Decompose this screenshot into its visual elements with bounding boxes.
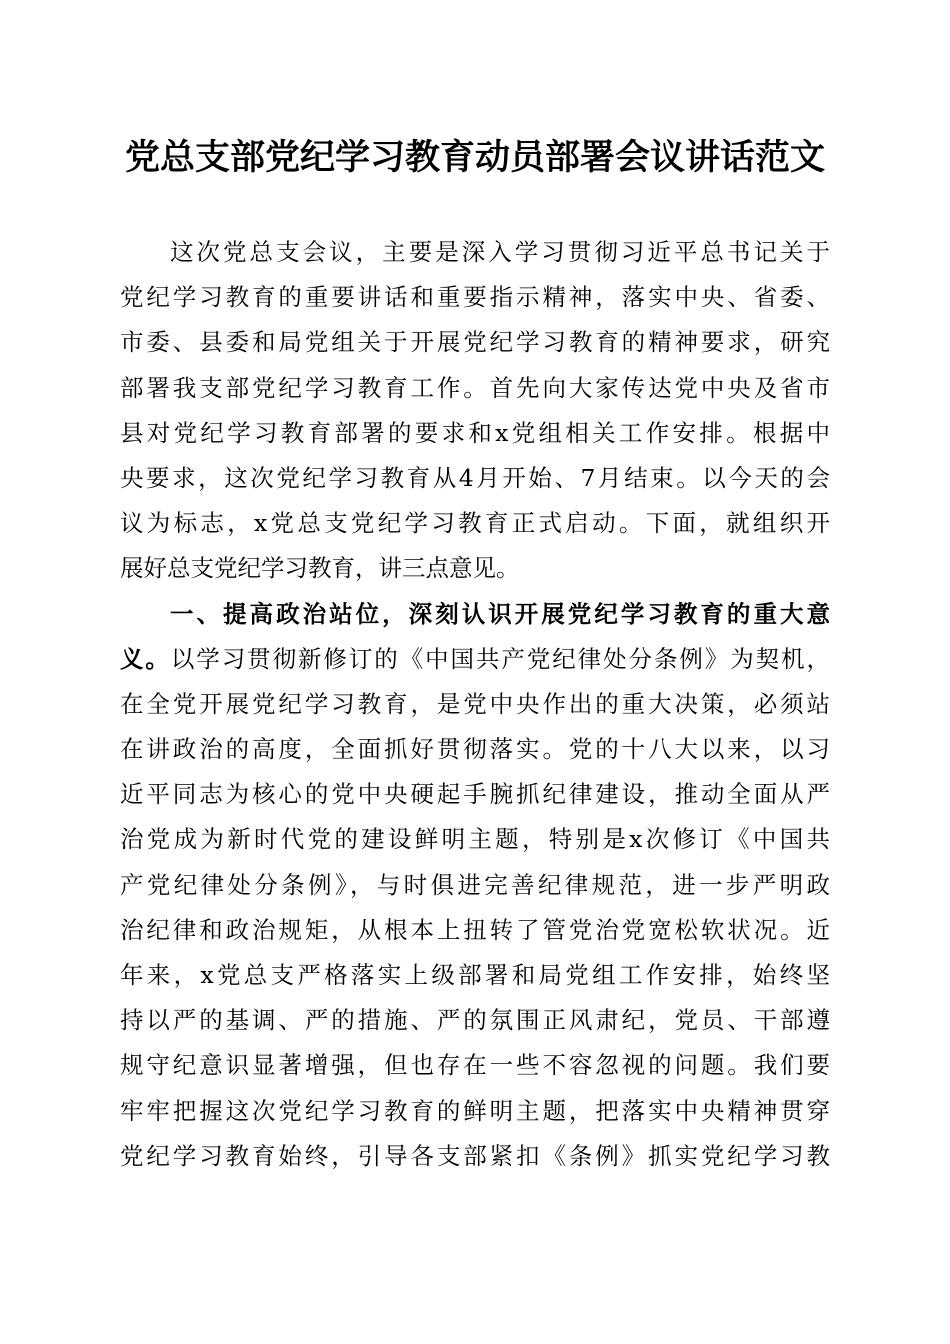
section-1-line: 治纪律和政治规矩，从根本上扭转了管党治党宽松软状况。近	[120, 915, 830, 944]
section-1-heading: 一、提高政治站位，深刻认识开展党纪学习教育的重大意	[170, 599, 830, 628]
paragraph-1-line: 部署我支部党纪学习教育工作。首先向大家传达党中央及省市	[120, 373, 830, 402]
section-1-line: 年来，x党总支严格落实上级部署和局党组工作安排，始终坚	[120, 961, 830, 989]
section-1-line: 近平同志为核心的党中央硬起手腕抓纪律建设，推动全面从严	[120, 780, 830, 809]
paragraph-1-line: 展好总支党纪学习教育，讲三点意见。	[120, 554, 520, 583]
section-1-line: 治党成为新时代党的建设鲜明主题，特别是x次修订《中国共	[120, 825, 830, 854]
document-title: 党总支部党纪学习教育动员部署会议讲话范文	[124, 137, 825, 178]
section-1-line: 党纪学习教育始终，引导各支部紧扣《条例》抓实党纪学习教	[120, 1141, 830, 1170]
paragraph-1-line: 这次党总支会议，主要是深入学习贯彻习近平总书记关于	[170, 238, 830, 266]
document-body	[120, 230, 830, 1179]
paragraph-1-line: 党纪学习教育的重要讲话和重要指示精神，落实中央、省委、	[120, 283, 830, 312]
paragraph-1-line: 央要求，这次党纪学习教育从4月开始、7月结束。以今天的会	[120, 463, 830, 492]
section-1-first-line	[120, 637, 830, 682]
section-1-heading-end: 义。	[120, 644, 171, 673]
section-1-line: 持以严的基调、严的措施、严的氛围正风肃纪，党员、干部遵	[120, 1006, 830, 1035]
section-1-line: 牢牢把握这次党纪学习教育的鲜明主题，把落实中央精神贯穿	[120, 1096, 830, 1125]
paragraph-1-line: 县对党纪学习教育部署的要求和x党组相关工作安排。根据中	[120, 418, 830, 447]
section-1-line: 在讲政治的高度，全面抓好贯彻落实。党的十八大以来，以习	[120, 735, 830, 764]
section-1-line: 在全党开展党纪学习教育，是党中央作出的重大决策，必须站	[120, 689, 830, 718]
paragraph-1-line: 议为标志，x党总支党纪学习教育正式启动。下面，就组织开	[120, 509, 830, 538]
section-1-line: 规守纪意识显著增强，但也存在一些不容忽视的问题。我们要	[120, 1051, 830, 1080]
section-1-first-line-text: 以学习贯彻新修订的《中国共产党纪律处分条例》为契机，	[170, 644, 831, 673]
paragraph-1-line: 市委、县委和局党组关于开展党纪学习教育的精神要求，研究	[120, 328, 830, 357]
section-1-line: 产党纪律处分条例》，与时俱进完善纪律规范，进一步严明政	[120, 870, 830, 899]
